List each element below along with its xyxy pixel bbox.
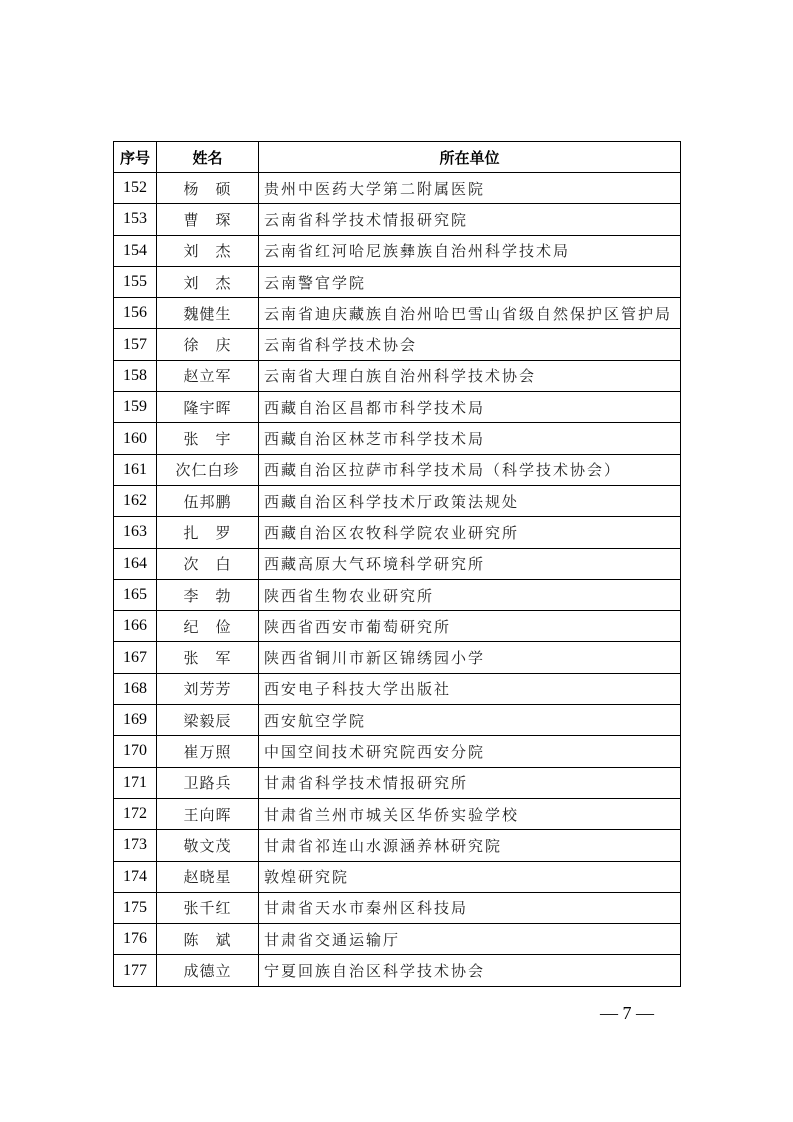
row-number: 170 [114, 736, 157, 767]
row-number: 173 [114, 830, 157, 861]
row-number: 168 [114, 673, 157, 704]
table-row [114, 392, 681, 423]
person-name: 杨 硕 [157, 173, 259, 204]
affiliation: 陕西省生物农业研究所 [259, 579, 681, 610]
row-number: 166 [114, 611, 157, 642]
row-number: 172 [114, 798, 157, 829]
person-name: 张 军 [157, 642, 259, 673]
table-row [114, 517, 681, 548]
person-name: 次仁白珍 [157, 454, 259, 485]
person-name: 曹 琛 [157, 204, 259, 235]
row-number: 175 [114, 892, 157, 923]
affiliation: 中国空间技术研究院西安分院 [259, 736, 681, 767]
table-row [114, 705, 681, 736]
table-row [114, 798, 681, 829]
table-row [114, 579, 681, 610]
table-row [114, 892, 681, 923]
row-number: 163 [114, 517, 157, 548]
row-number: 158 [114, 360, 157, 391]
table-row [114, 611, 681, 642]
person-name: 纪 俭 [157, 611, 259, 642]
person-name: 卫路兵 [157, 767, 259, 798]
person-name: 次 白 [157, 548, 259, 579]
table-row [114, 423, 681, 454]
row-number: 167 [114, 642, 157, 673]
table-row [114, 360, 681, 391]
affiliation: 西藏高原大气环境科学研究所 [259, 548, 681, 579]
row-number: 156 [114, 298, 157, 329]
affiliation: 云南省科学技术协会 [259, 329, 681, 360]
row-number: 160 [114, 423, 157, 454]
table-row [114, 830, 681, 861]
person-name: 隆宇晖 [157, 392, 259, 423]
person-name: 成德立 [157, 955, 259, 986]
row-number: 171 [114, 767, 157, 798]
row-number: 153 [114, 204, 157, 235]
person-name: 刘 杰 [157, 266, 259, 297]
affiliation: 西藏自治区拉萨市科学技术局（科学技术协会） [259, 454, 681, 485]
person-name: 赵立军 [157, 360, 259, 391]
row-number: 165 [114, 579, 157, 610]
table-row [114, 861, 681, 892]
row-number: 176 [114, 924, 157, 955]
person-name: 张千红 [157, 892, 259, 923]
affiliation: 宁夏回族自治区科学技术协会 [259, 955, 681, 986]
affiliation: 云南省大理白族自治州科学技术协会 [259, 360, 681, 391]
table-row [114, 173, 681, 204]
affiliation: 西藏自治区科学技术厅政策法规处 [259, 485, 681, 516]
row-number: 174 [114, 861, 157, 892]
row-number: 159 [114, 392, 157, 423]
page-number: — 7 — [600, 1003, 654, 1023]
table-row [114, 924, 681, 955]
affiliation: 西藏自治区昌都市科学技术局 [259, 392, 681, 423]
table-row [114, 548, 681, 579]
affiliation: 陕西省铜川市新区锦绣园小学 [259, 642, 681, 673]
person-name: 刘芳芳 [157, 673, 259, 704]
row-number: 154 [114, 235, 157, 266]
table-row [114, 329, 681, 360]
row-number: 162 [114, 485, 157, 516]
person-name: 梁毅辰 [157, 705, 259, 736]
person-name: 徐 庆 [157, 329, 259, 360]
person-name: 王向晖 [157, 798, 259, 829]
affiliation: 甘肃省天水市秦州区科技局 [259, 892, 681, 923]
table-row [114, 298, 681, 329]
table-row [114, 642, 681, 673]
row-number: 157 [114, 329, 157, 360]
affiliation: 甘肃省祁连山水源涵养林研究院 [259, 830, 681, 861]
affiliation: 西藏自治区农牧科学院农业研究所 [259, 517, 681, 548]
table-row [114, 955, 681, 986]
affiliation: 云南省红河哈尼族彝族自治州科学技术局 [259, 235, 681, 266]
person-name: 陈 斌 [157, 924, 259, 955]
person-name: 敬文茂 [157, 830, 259, 861]
table-row [114, 235, 681, 266]
row-number: 169 [114, 705, 157, 736]
table-row [114, 485, 681, 516]
row-number: 155 [114, 266, 157, 297]
person-name: 扎 罗 [157, 517, 259, 548]
row-number: 161 [114, 454, 157, 485]
header-number: 序号 [114, 142, 157, 173]
table-row [114, 204, 681, 235]
row-number: 164 [114, 548, 157, 579]
affiliation: 云南省科学技术情报研究院 [259, 204, 681, 235]
affiliation: 西藏自治区林芝市科学技术局 [259, 423, 681, 454]
affiliation: 西安电子科技大学出版社 [259, 673, 681, 704]
affiliation: 甘肃省兰州市城关区华侨实验学校 [259, 798, 681, 829]
header-unit: 所在单位 [259, 142, 681, 173]
affiliation: 甘肃省交通运输厅 [259, 924, 681, 955]
row-number: 152 [114, 173, 157, 204]
affiliation: 甘肃省科学技术情报研究所 [259, 767, 681, 798]
person-name: 张 宇 [157, 423, 259, 454]
affiliation: 西安航空学院 [259, 705, 681, 736]
affiliation: 云南警官学院 [259, 266, 681, 297]
affiliation: 贵州中医药大学第二附属医院 [259, 173, 681, 204]
affiliation: 敦煌研究院 [259, 861, 681, 892]
table-row [114, 767, 681, 798]
awardee-table [113, 141, 681, 987]
header-name: 姓名 [157, 142, 259, 173]
table-row [114, 266, 681, 297]
table-row [114, 454, 681, 485]
table-row [114, 673, 681, 704]
person-name: 崔万照 [157, 736, 259, 767]
row-number: 177 [114, 955, 157, 986]
person-name: 伍邦鹏 [157, 485, 259, 516]
person-name: 魏健生 [157, 298, 259, 329]
affiliation: 陕西省西安市葡萄研究所 [259, 611, 681, 642]
table-header-row [114, 142, 681, 173]
person-name: 赵晓星 [157, 861, 259, 892]
table-row [114, 736, 681, 767]
person-name: 李 勃 [157, 579, 259, 610]
affiliation: 云南省迪庆藏族自治州哈巴雪山省级自然保护区管护局 [259, 298, 681, 329]
person-name: 刘 杰 [157, 235, 259, 266]
